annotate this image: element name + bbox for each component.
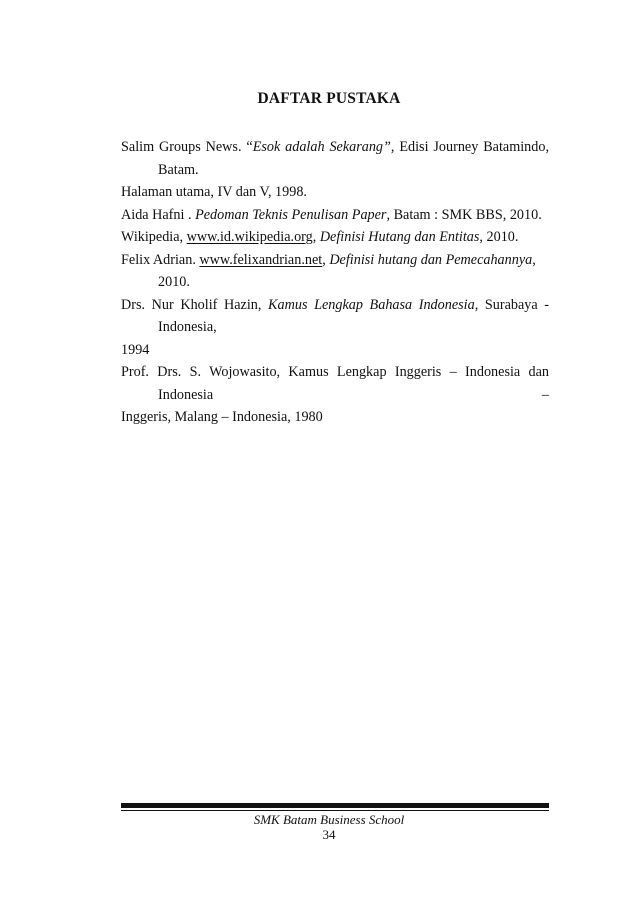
reference-list bbox=[121, 136, 549, 429]
page-title: DAFTAR PUSTAKA bbox=[257, 90, 401, 107]
footer-divider-thin bbox=[121, 810, 549, 811]
reference-title: Kamus Lengkap Bahasa Indonesia bbox=[268, 296, 475, 313]
reference-continuation: Halaman utama, IV dan V, 1998. bbox=[121, 184, 307, 200]
reference-line: Salim Groups News. “Esok adalah Sekarang”, Edisi Journey Batamindo, Batam. bbox=[121, 139, 549, 178]
reference-item-felix-adrian: Felix Adrian. www.felixandrian.net, Definisi hutang dan Pemecahannya, 2010. bbox=[121, 251, 536, 290]
wikipedia-link[interactable]: www.id.wikipedia.org bbox=[186, 229, 313, 245]
felixandrian-link[interactable]: www.felixandrian.net bbox=[199, 251, 323, 268]
reference-title: Pedoman Teknis Penulisan Paper bbox=[195, 206, 387, 223]
reference-item-wojowasito bbox=[121, 361, 549, 429]
reference-line: Drs. Nur Kholif Hazin, Kamus Lengkap Bahasa Indonesia, Surabaya - Indonesia, bbox=[121, 296, 549, 335]
reference-title: Esok adalah Sekarang”, bbox=[252, 139, 395, 155]
reference-line: Prof. Drs. S. Wojowasito, Kamus Lengkap Inggeris – Indonesia dan Indonesia – bbox=[121, 364, 549, 403]
reference-item-wikipedia: Wikipedia, www.id.wikipedia.org, Definisi Hutang dan Entitas, 2010. bbox=[121, 229, 519, 245]
reference-continuation: Inggeris, Malang – Indonesia, 1980 bbox=[121, 409, 323, 425]
reference-title: Definisi hutang dan Pemecahannya bbox=[329, 251, 533, 268]
footer-divider bbox=[121, 803, 549, 808]
page-number: 34 bbox=[322, 827, 336, 842]
reference-continuation: 1994 bbox=[121, 341, 150, 358]
reference-item-nur-kholif-hazin bbox=[121, 294, 549, 362]
reference-item-aida-hafni: Aida Hafni . Pedoman Teknis Penulisan Paper, Batam : SMK BBS, 2010. bbox=[121, 206, 542, 223]
footer-school-name: SMK Batam Business School bbox=[253, 812, 405, 827]
reference-title: Definisi Hutang dan Entitas bbox=[319, 229, 480, 245]
reference-item-salim-groups bbox=[121, 136, 549, 204]
